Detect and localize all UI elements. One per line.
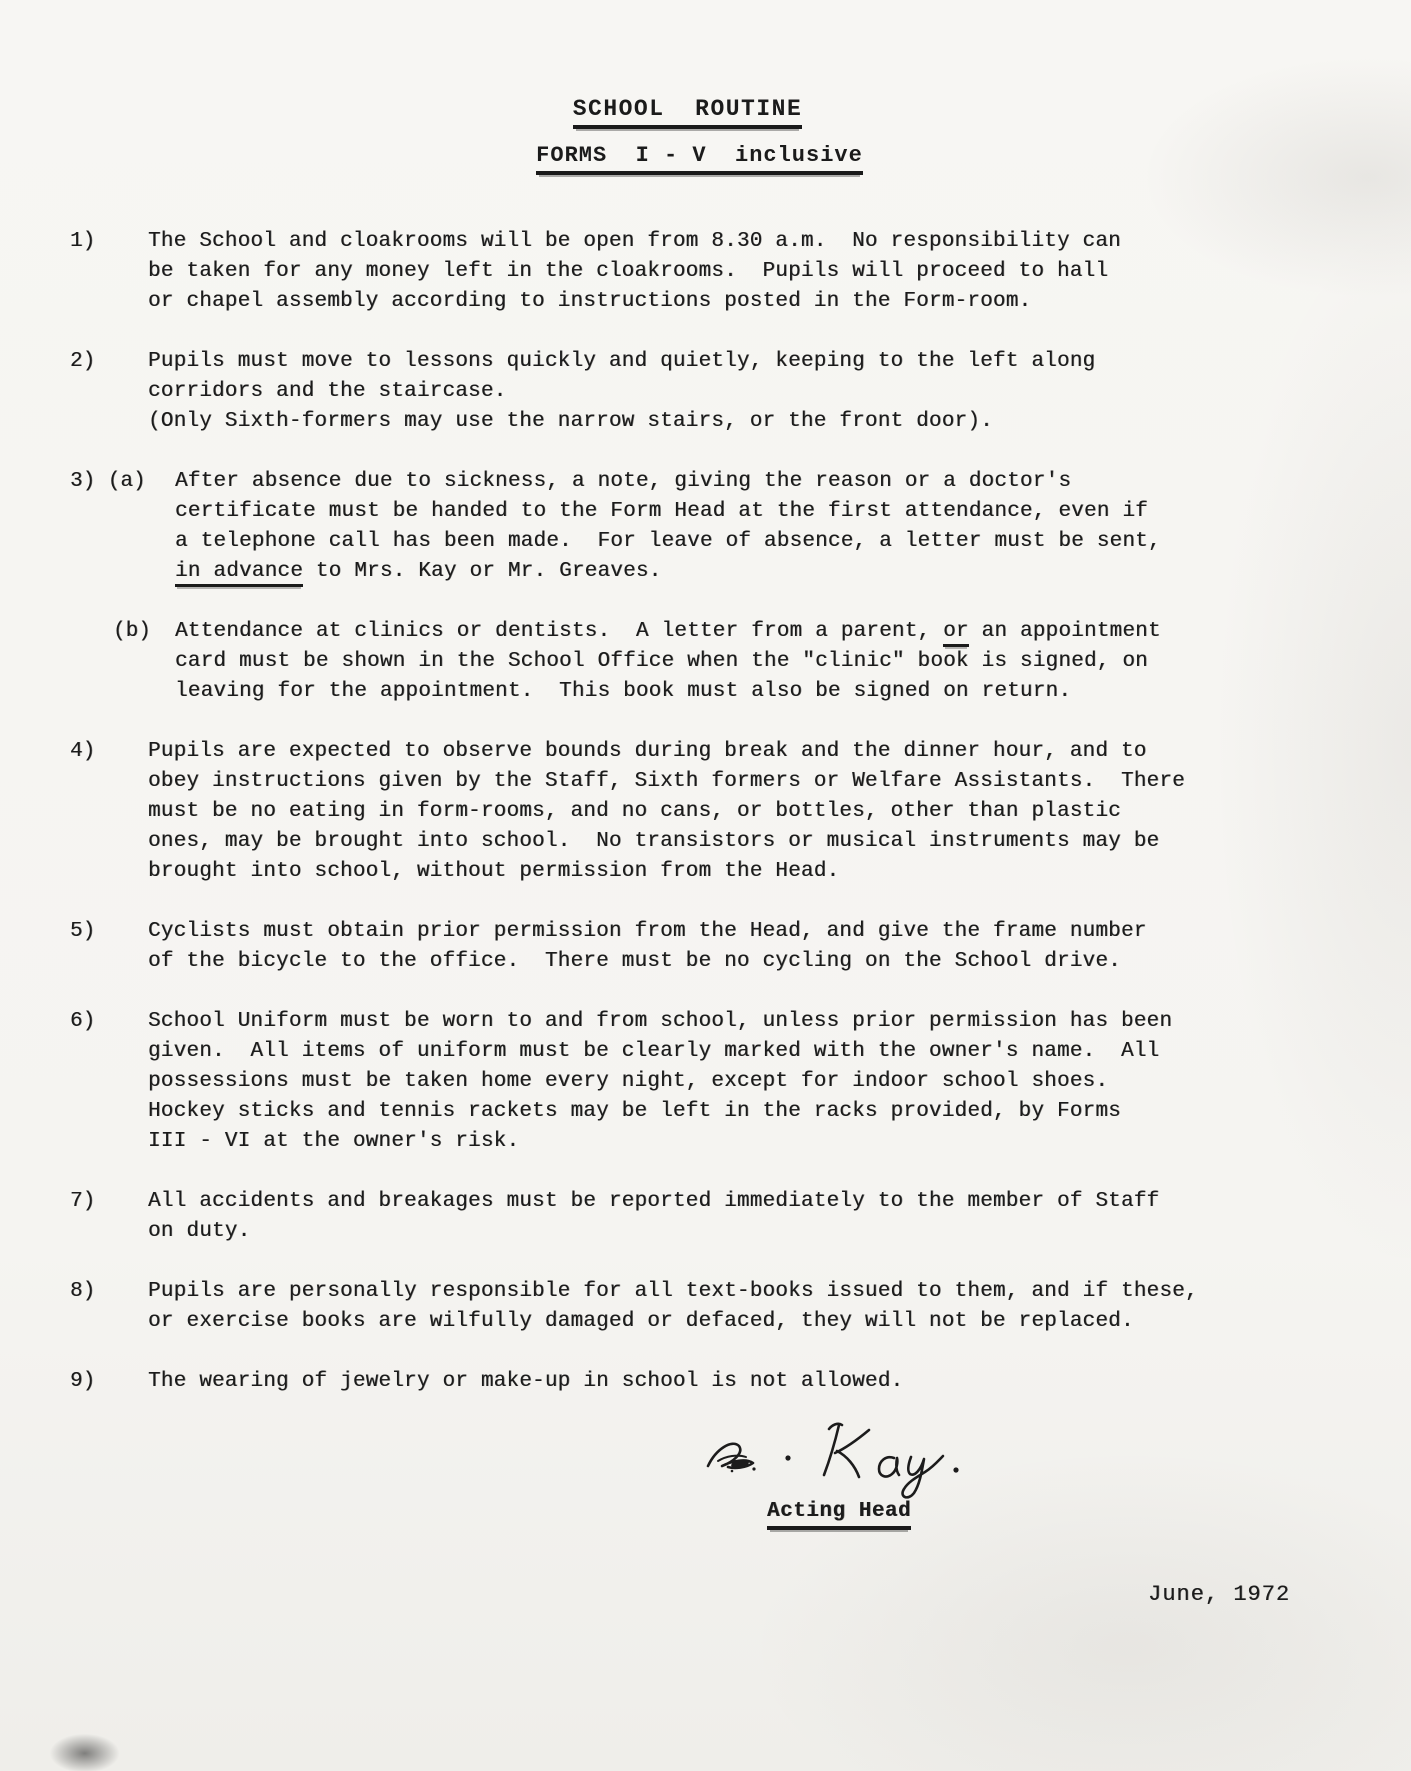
text-line: Cyclists must obtain prior permission from the Head, and give the frame number	[148, 920, 1147, 943]
text-line: or chapel assembly according to instructions posted in the Form-room.	[148, 290, 1032, 313]
text-line: School Uniform must be worn to and from school, unless prior permission has been	[148, 1010, 1173, 1033]
text-line: must be no eating in form-rooms, and no cans, or bottles, other than plastic	[148, 800, 1121, 823]
text-line: certificate must be handed to the Form Head at the first attendance, even if	[175, 500, 1148, 523]
signature-role	[767, 1500, 911, 1530]
text-line: leaving for the appointment. This book must also be signed on return.	[175, 680, 1072, 703]
text-line: The wearing of jewelry or make-up in school is not allowed.	[148, 1370, 904, 1393]
routine-item	[70, 1007, 1411, 1157]
routine-item	[70, 1277, 1411, 1337]
item-text	[148, 917, 1147, 977]
text-line: be taken for any money left in the cloakrooms. Pupils will proceed to hall	[148, 260, 1109, 283]
item-number: 2)	[70, 350, 96, 373]
document-title-text: SCHOOL ROUTINE	[573, 96, 803, 129]
text-line: brought into school, without permission from the Head.	[148, 860, 840, 883]
text-line: After absence due to sickness, a note, giving the reason or a doctor's	[175, 470, 1072, 493]
item-text	[148, 737, 1185, 887]
item-text	[148, 1007, 1172, 1157]
text-line: Pupils must move to lessons quickly and quietly, keeping to the left along	[148, 350, 1096, 373]
routine-item	[70, 347, 1411, 437]
item-number: 3) (a)	[70, 470, 146, 493]
text-line: in advance to Mrs. Kay or Mr. Greaves.	[175, 557, 1161, 587]
item-text	[175, 467, 1161, 587]
underlined-text: in advance	[175, 560, 303, 587]
text-line: Pupils are expected to observe bounds during break and the dinner hour, and to	[148, 740, 1147, 763]
text-line: or exercise books are wilfully damaged or defaced, they will not be replaced.	[148, 1310, 1134, 1333]
text-line: All accidents and breakages must be reported immediately to the member of Staff	[148, 1190, 1160, 1213]
signature-handwriting	[688, 1412, 1028, 1512]
routine-item	[70, 617, 1411, 707]
text-line: possessions must be taken home every night, except for indoor school shoes.	[148, 1070, 1109, 1093]
routine-item	[70, 1187, 1411, 1247]
document-title	[0, 0, 1393, 129]
item-text	[148, 1187, 1159, 1247]
item-number: 9)	[70, 1370, 96, 1393]
text-line: obey instructions given by the Staff, Sixth formers or Welfare Assistants. There	[148, 770, 1185, 793]
routine-item	[70, 917, 1411, 977]
text-line: Attendance at clinics or dentists. A letter from a parent, or an appointment	[175, 617, 1161, 647]
item-text	[148, 227, 1121, 317]
item-number: 5)	[70, 920, 96, 943]
signature-role-text: Acting Head	[767, 1500, 911, 1530]
text-line: given. All items of uniform must be clearly marked with the owner's name. All	[148, 1040, 1160, 1063]
routine-item	[70, 737, 1411, 887]
text-line: corridors and the staircase.	[148, 380, 507, 403]
routine-item	[70, 467, 1411, 587]
item-number: 7)	[70, 1190, 96, 1213]
items-list	[0, 227, 1411, 1397]
item-text	[148, 1277, 1198, 1337]
text-line: Pupils are personally responsible for all text-books issued to them, and if these,	[148, 1280, 1198, 1303]
underlined-text: or	[943, 620, 969, 647]
text-line: (Only Sixth-formers may use the narrow stairs, or the front door).	[148, 410, 993, 433]
item-number: (b)	[113, 620, 151, 643]
text-line: a telephone call has been made. For leave of absence, a letter must be sent,	[175, 530, 1161, 553]
document-date: June, 1972	[1148, 1582, 1291, 1607]
routine-item	[70, 227, 1411, 317]
text-line: of the bicycle to the office. There must be no cycling on the School drive.	[148, 950, 1121, 973]
text-line: The School and cloakrooms will be open from 8.30 a.m. No responsibility can	[148, 230, 1121, 253]
document-subtitle-text: FORMS I - V inclusive	[536, 143, 863, 175]
text-line: on duty.	[148, 1220, 251, 1243]
item-number: 1)	[70, 230, 96, 253]
text-line: Hockey sticks and tennis rackets may be left in the racks provided, by Forms	[148, 1100, 1121, 1123]
item-text	[148, 347, 1095, 437]
item-text	[148, 1367, 903, 1397]
text-line: III - VI at the owner's risk.	[148, 1130, 520, 1153]
item-number: 6)	[70, 1010, 96, 1033]
text-line: ones, may be brought into school. No transistors or musical instruments may be	[148, 830, 1160, 853]
document-subtitle	[0, 143, 1405, 175]
item-text	[175, 617, 1161, 707]
text-line: card must be shown in the School Office when the "clinic" book is signed, on	[175, 650, 1148, 673]
item-number: 8)	[70, 1280, 96, 1303]
routine-item	[70, 1367, 1411, 1397]
item-number: 4)	[70, 740, 96, 763]
